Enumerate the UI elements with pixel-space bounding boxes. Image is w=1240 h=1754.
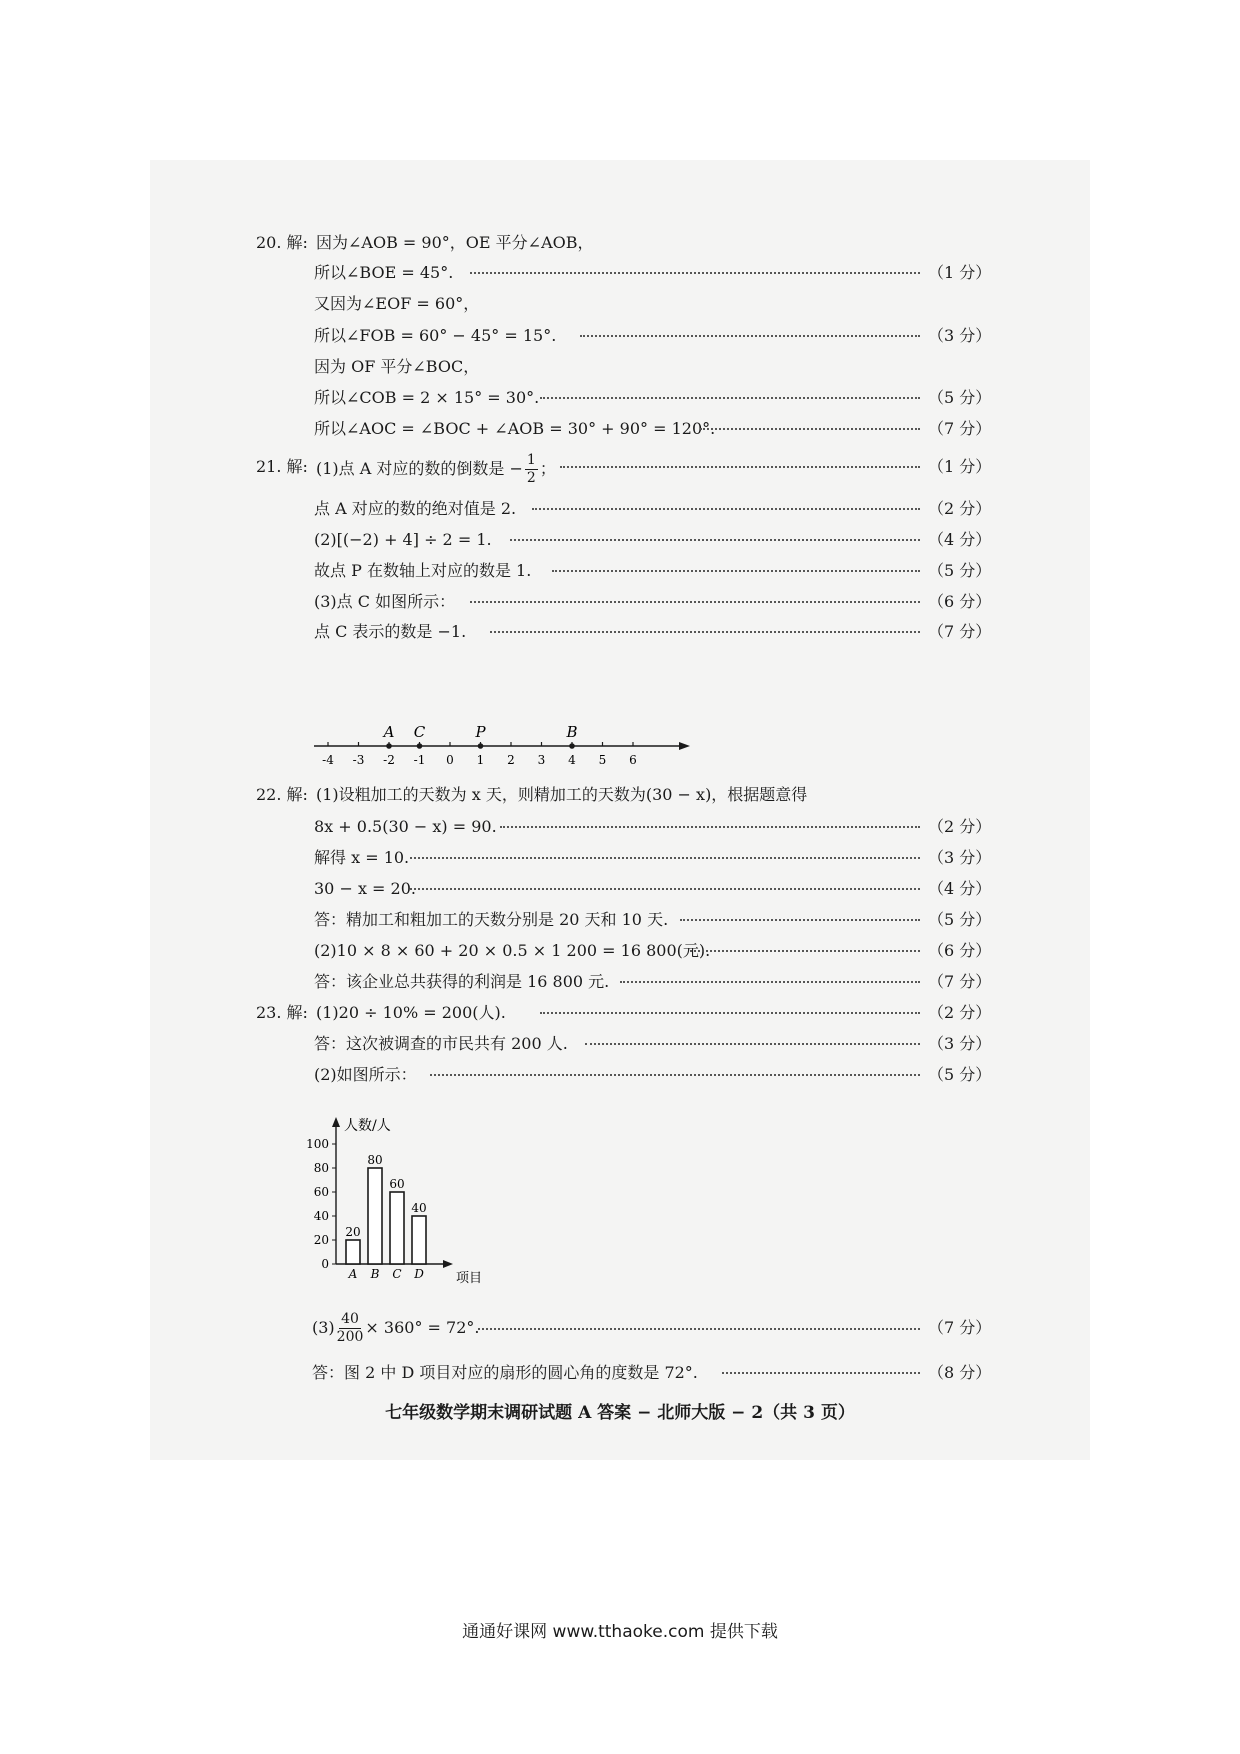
q23-answer: 答：图 2 中 D 项目对应的扇形的圆心角的度数是 72°.	[312, 1363, 698, 1382]
q21-score-1: （2 分）	[928, 499, 992, 518]
q22-row-0	[0, 780, 1240, 810]
leader-dots	[470, 601, 920, 603]
q22-row-5	[0, 936, 1240, 966]
bar	[346, 1240, 360, 1264]
fraction	[525, 452, 538, 487]
fraction	[337, 1311, 364, 1346]
x-axis-label: 项目	[456, 1271, 483, 1286]
number-line-tick-label: -4	[322, 753, 334, 767]
leader-dots	[510, 539, 920, 541]
q22-row-1	[0, 812, 1240, 842]
bar	[368, 1168, 382, 1264]
x-tick-label: D	[414, 1267, 424, 1281]
q20-line-6: 所以∠AOC = ∠BOC + ∠AOB = 30° + 90° = 120°.	[314, 419, 716, 438]
q21-line-0	[316, 452, 556, 487]
number-line-point	[478, 743, 484, 749]
q20-row-6	[0, 414, 1240, 444]
leader-dots	[470, 272, 920, 274]
q20-score-5: （5 分）	[928, 388, 992, 407]
number-line-tick-label: -3	[352, 753, 365, 767]
q20-row-3	[0, 321, 1240, 351]
number-line-tick-label: -2	[383, 753, 395, 767]
q23-row-0	[0, 998, 1240, 1028]
q20-line-0: 因为∠AOB = 90°，OE 平分∠AOB，	[316, 233, 594, 252]
leader-dots	[580, 335, 920, 337]
q20-row-2	[0, 289, 1240, 319]
q23-row-3	[0, 1308, 1240, 1348]
q21-line-2: (2)[(−2) + 4] ÷ 2 = 1.	[314, 530, 492, 549]
q21-row-0	[0, 452, 1240, 488]
bar-data-label: 20	[345, 1225, 361, 1239]
number-line-tick-label: -1	[413, 753, 426, 767]
q22-row-3	[0, 874, 1240, 904]
page-footer: 七年级数学期末调研试题 A 答案 − 北师大版 − 2（共 3 页）	[385, 1403, 855, 1423]
leader-dots	[552, 570, 920, 572]
q23-score-0: （2 分）	[928, 1003, 992, 1022]
leader-dots	[680, 919, 920, 921]
q22-row-4	[0, 905, 1240, 935]
number-line-tick-label: 0	[446, 753, 454, 767]
q22-line-3: 30 − x = 20.	[314, 879, 416, 898]
q21-row-2	[0, 525, 1240, 555]
leader-dots	[700, 428, 920, 430]
leader-dots	[540, 1012, 920, 1014]
q22-score-4: （5 分）	[928, 910, 992, 929]
q23-row-4	[0, 1358, 1240, 1388]
fraction-denominator: 2	[526, 470, 536, 486]
q23-line-2: (2)如图所示：	[314, 1065, 417, 1084]
number-line	[300, 722, 700, 772]
q22-score-2: （3 分）	[928, 848, 992, 867]
x-tick-label: A	[348, 1267, 358, 1281]
number-line-point-label: B	[566, 723, 578, 741]
q20-row-0	[0, 228, 1240, 258]
q21-line-0-suffix: ；	[539, 459, 556, 478]
q21-score-2: （4 分）	[928, 530, 992, 549]
q20-line-5: 所以∠COB = 2 × 15° = 30°.	[314, 388, 540, 407]
q21-score-5: （7 分）	[928, 622, 992, 641]
q20-score-3: （3 分）	[928, 326, 992, 345]
q21-line-5: 点 C 表示的数是 −1.	[314, 622, 467, 641]
site-credit: 通通好课网 www.tthaoke.com 提供下载	[462, 1622, 778, 1642]
leader-dots	[560, 466, 920, 468]
q21-line-1: 点 A 对应的数的绝对值是 2.	[314, 499, 517, 518]
q23-score-4: （8 分）	[928, 1363, 992, 1382]
number-line-tick-label: 2	[507, 753, 515, 767]
q21-score-4: （6 分）	[928, 592, 992, 611]
bar-data-label: 80	[367, 1153, 383, 1167]
number-line-point	[417, 743, 423, 749]
q22-line-2: 解得 x = 10.	[314, 848, 410, 867]
q21-row-3	[0, 556, 1240, 586]
q22-line-4: 答：精加工和粗加工的天数分别是 20 天和 10 天.	[314, 910, 669, 929]
y-tick-label: 80	[313, 1161, 329, 1175]
q23-score-2: （5 分）	[928, 1065, 992, 1084]
number-line-point-label: C	[413, 723, 426, 741]
leader-dots	[540, 397, 920, 399]
leader-dots	[410, 857, 920, 859]
q21-score-0: （1 分）	[928, 457, 992, 476]
number-line-point-label: A	[383, 723, 395, 741]
number-line-point-label: P	[475, 723, 486, 741]
q20-line-4: 因为 OF 平分∠BOC，	[314, 357, 480, 376]
q22-score-5: （6 分）	[928, 941, 992, 960]
q23-row-2	[0, 1060, 1240, 1090]
leader-dots	[532, 508, 920, 510]
bar-data-label: 40	[411, 1201, 427, 1215]
arrow-right-icon	[443, 1260, 453, 1268]
q21-row-1	[0, 494, 1240, 524]
leader-dots	[500, 826, 920, 828]
q22-score-1: （2 分）	[928, 817, 992, 836]
q22-number: 22. 解:	[256, 785, 308, 804]
number-line-tick-label: 6	[629, 753, 637, 767]
number-line-tick-label: 5	[598, 753, 607, 767]
q23-line-0: (1)20 ÷ 10% = 200(人).	[316, 1003, 506, 1022]
y-tick-label: 0	[321, 1257, 329, 1271]
y-tick-label: 40	[313, 1209, 329, 1223]
number-line-tick-label: 4	[568, 753, 576, 767]
q20-row-1	[0, 258, 1240, 288]
number-line-point	[386, 743, 392, 749]
fraction-numerator: 40	[341, 1311, 359, 1327]
y-tick-label: 100	[306, 1137, 329, 1151]
leader-dots	[585, 1043, 920, 1045]
q21-line-4: (3)点 C 如图所示：	[314, 592, 456, 611]
q22-line-6: 答：该企业总共获得的利润是 16 800 元.	[314, 972, 610, 991]
q21-row-5	[0, 617, 1240, 647]
number-line-tick-label: 1	[476, 753, 485, 767]
q22-score-3: （4 分）	[928, 879, 992, 898]
q23-part3-prefix: (3)	[312, 1318, 335, 1337]
q23-number: 23. 解:	[256, 1003, 308, 1022]
number-line-point	[569, 743, 575, 749]
y-tick-label: 20	[313, 1233, 329, 1247]
leader-dots	[620, 981, 920, 983]
arrow-right-icon	[679, 742, 690, 750]
leader-dots	[478, 1328, 920, 1330]
q23-line-1: 答：这次被调查的市民共有 200 人.	[314, 1034, 568, 1053]
q20-row-4	[0, 352, 1240, 382]
number-line-tick-label: 3	[537, 753, 546, 767]
q22-score-6: （7 分）	[928, 972, 992, 991]
q21-number: 21. 解:	[256, 457, 308, 476]
q23-part3-suffix: × 360° = 72°.	[365, 1318, 480, 1337]
leader-dots	[430, 1074, 920, 1076]
q21-row-4	[0, 587, 1240, 617]
q23-score-3: （7 分）	[928, 1318, 992, 1337]
bar	[390, 1192, 404, 1264]
leader-dots	[410, 888, 920, 890]
q21-score-3: （5 分）	[928, 561, 992, 580]
q20-line-2: 又因为∠EOF = 60°，	[314, 294, 480, 313]
q22-row-6	[0, 967, 1240, 997]
q21-line-3: 故点 P 在数轴上对应的数是 1.	[314, 561, 532, 580]
q21-line-0-prefix: (1)点 A 对应的数的倒数是 −	[316, 459, 523, 478]
leader-dots	[490, 631, 920, 633]
q20-score-6: （7 分）	[928, 419, 992, 438]
q23-row-1	[0, 1029, 1240, 1059]
q23-score-1: （3 分）	[928, 1034, 992, 1053]
y-tick-label: 60	[313, 1185, 329, 1199]
q22-line-1: 8x + 0.5(30 − x) = 90.	[314, 817, 497, 836]
fraction-denominator: 200	[336, 1329, 364, 1345]
fraction-numerator: 1	[526, 452, 536, 468]
arrow-up-icon	[332, 1117, 340, 1127]
q23-part3	[312, 1308, 479, 1348]
x-tick-label: C	[392, 1267, 402, 1281]
q22-line-5: (2)10 × 8 × 60 + 20 × 0.5 × 1 200 = 16 800(元).	[314, 941, 711, 960]
q20-line-1: 所以∠BOE = 45°.	[314, 263, 454, 282]
q20-number: 20. 解:	[256, 233, 308, 252]
y-axis-label: 人数/人	[344, 1118, 391, 1134]
q20-score-1: （1 分）	[928, 263, 992, 282]
x-tick-label: B	[370, 1267, 380, 1281]
bar	[412, 1216, 426, 1264]
q20-line-3: 所以∠FOB = 60° − 45° = 15°.	[314, 326, 557, 345]
bar-chart	[296, 1116, 486, 1286]
bar-data-label: 60	[389, 1177, 405, 1191]
leader-dots	[690, 950, 920, 952]
leader-dots	[722, 1372, 920, 1374]
q22-line-0: (1)设粗加工的天数为 x 天，则精加工的天数为(30 − x)，根据题意得	[316, 785, 808, 804]
q20-row-5	[0, 383, 1240, 413]
q22-row-2	[0, 843, 1240, 873]
